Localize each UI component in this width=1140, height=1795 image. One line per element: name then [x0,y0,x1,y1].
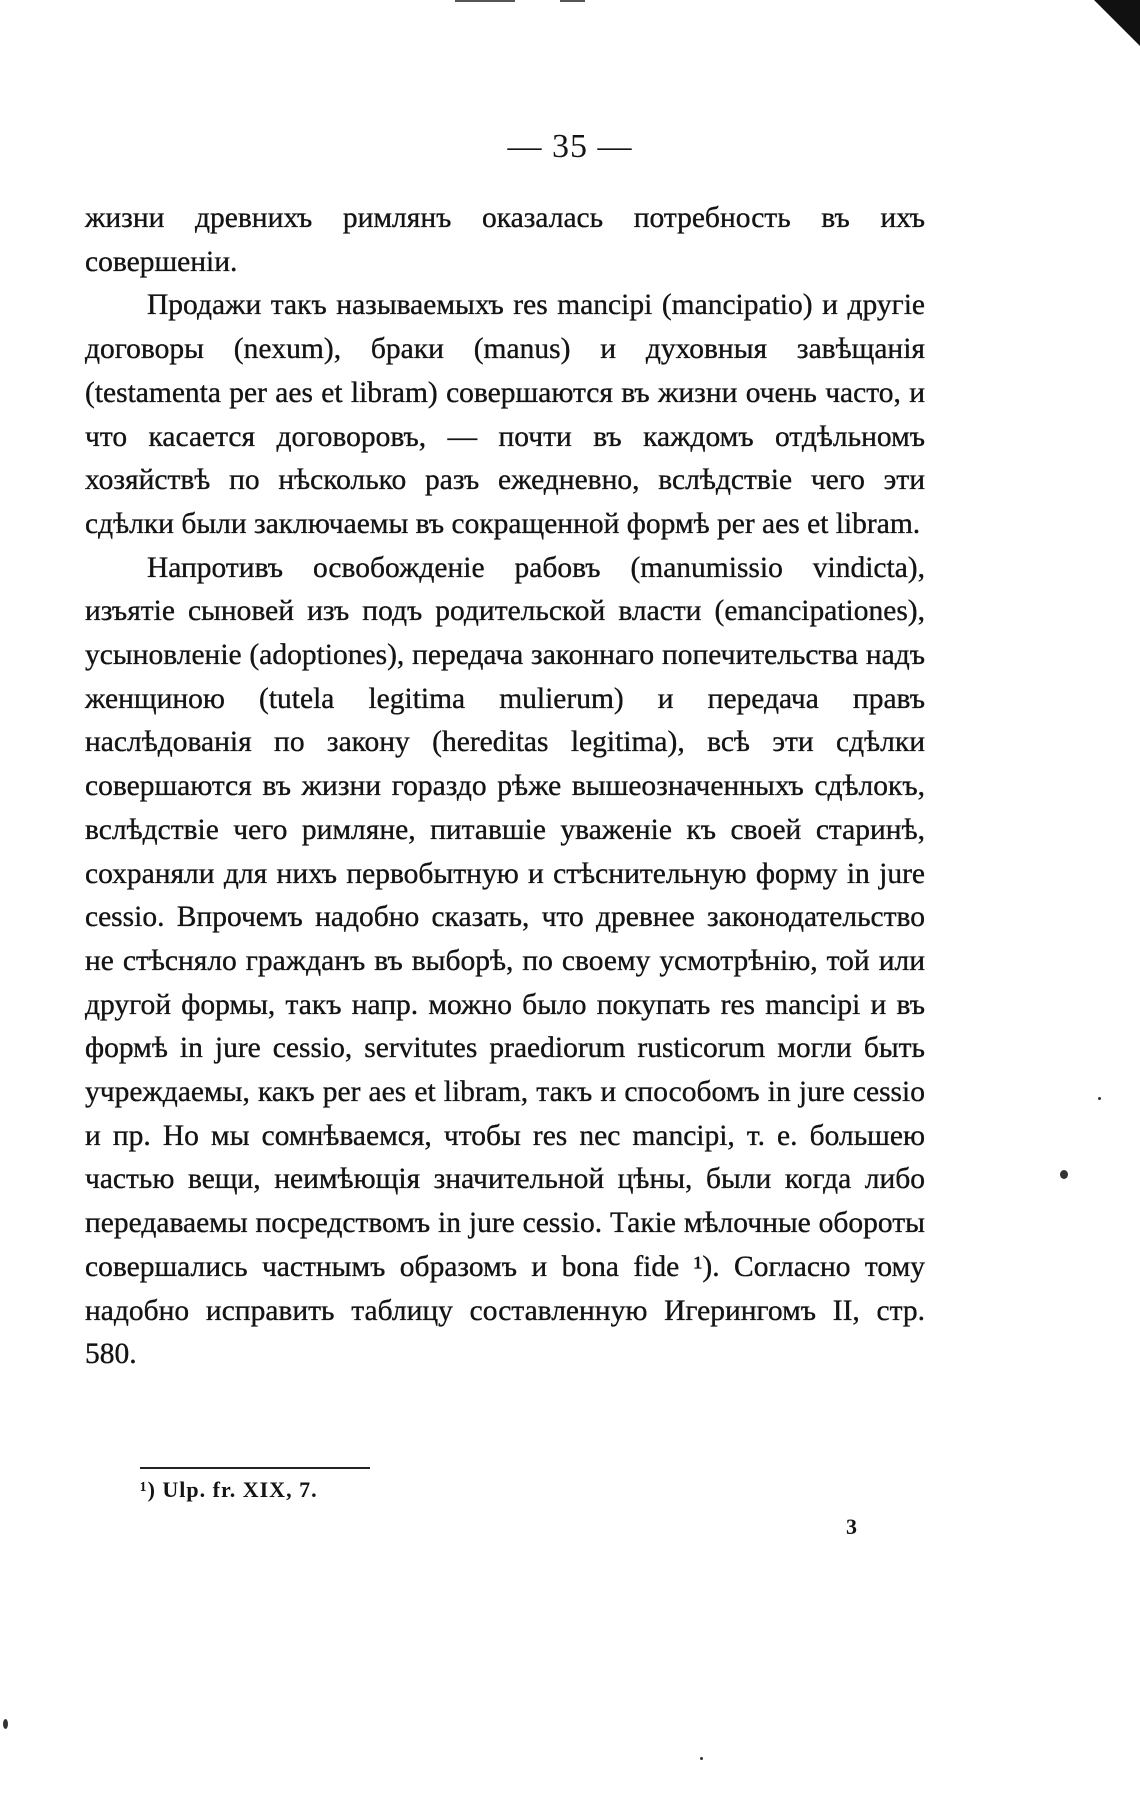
scan-smudge [455,0,515,2]
body-text [85,197,925,1377]
corner-scan-mark [1094,0,1140,46]
paragraph-1: жизни древнихъ римлянъ оказалась потребность въ ихъ совершеніи. [85,202,925,278]
scan-speck [3,1719,8,1729]
page-number: — 35 — [507,128,633,165]
scan-smudge [560,0,585,2]
paragraph-3: Напротивъ освобожденіе рабовъ (manumissio vindicta), изъятіе сыновей изъ подъ родительской власти (emancipationes), усыновленіе (adoptiones), передача законнаго попечительства надъ женщиною (tutela legitima mulierum) и передача правъ наслѣдованія по закону (hereditas legitima), всѣ эти сдѣлки совершаются въ жизни гораздо рѣже вышеозначенныхъ сдѣлокъ, вслѣдствіе чего римляне, питавшіе уваженіе къ своей старинѣ, сохраняли для нихъ первобытную и стѣснительную форму in jure cessio. Впрочемъ надобно сказать, что древнее законодательство не стѣсняло гражданъ въ выборѣ, по своему усмотрѣнію, той или другой формы, такъ напр. можно было покупать res mancipi и въ формѣ in jure cessio, servitutes praediorum rusticorum могли быть учреждаемы, какъ per aes et libram, такъ и способомъ in jure cessio и пр. Но мы сомнѣваемся, чтобы res nec mancipi, т. е. большею частью вещи, неимѣющія значительной цѣны, были когда либо передаваемы посредствомъ in jure cessio. Такіе мѣлочные обороты совершались частнымъ образомъ и bona fide ¹). Согласно тому надобно исправить таблицу составленную Игерингомъ II, стр. 580. [85,551,925,1371]
footnote-divider [140,1467,370,1469]
paragraph-2: Продажи такъ называемыхъ res mancipi (mancipatio) и другіе договоры (nexum), браки (manus) и духовныя завѣщанія (testamenta per aes et libram) совершаются въ жизни очень часто, и что касается договоровъ, — почти въ каждомъ отдѣльномъ хозяйствѣ по нѣсколько разъ ежедневно, вслѣдствіе чего эти сдѣлки были заключаемы въ сокращенной формѣ per aes et libram. [85,289,925,540]
signature-mark: 3 [846,1514,857,1539]
scan-speck [700,1757,703,1760]
scan-speck [1098,1097,1101,1100]
footnote: ¹) Ulp. fr. XIX, 7. [140,1477,318,1502]
scan-speck [1060,1170,1068,1179]
